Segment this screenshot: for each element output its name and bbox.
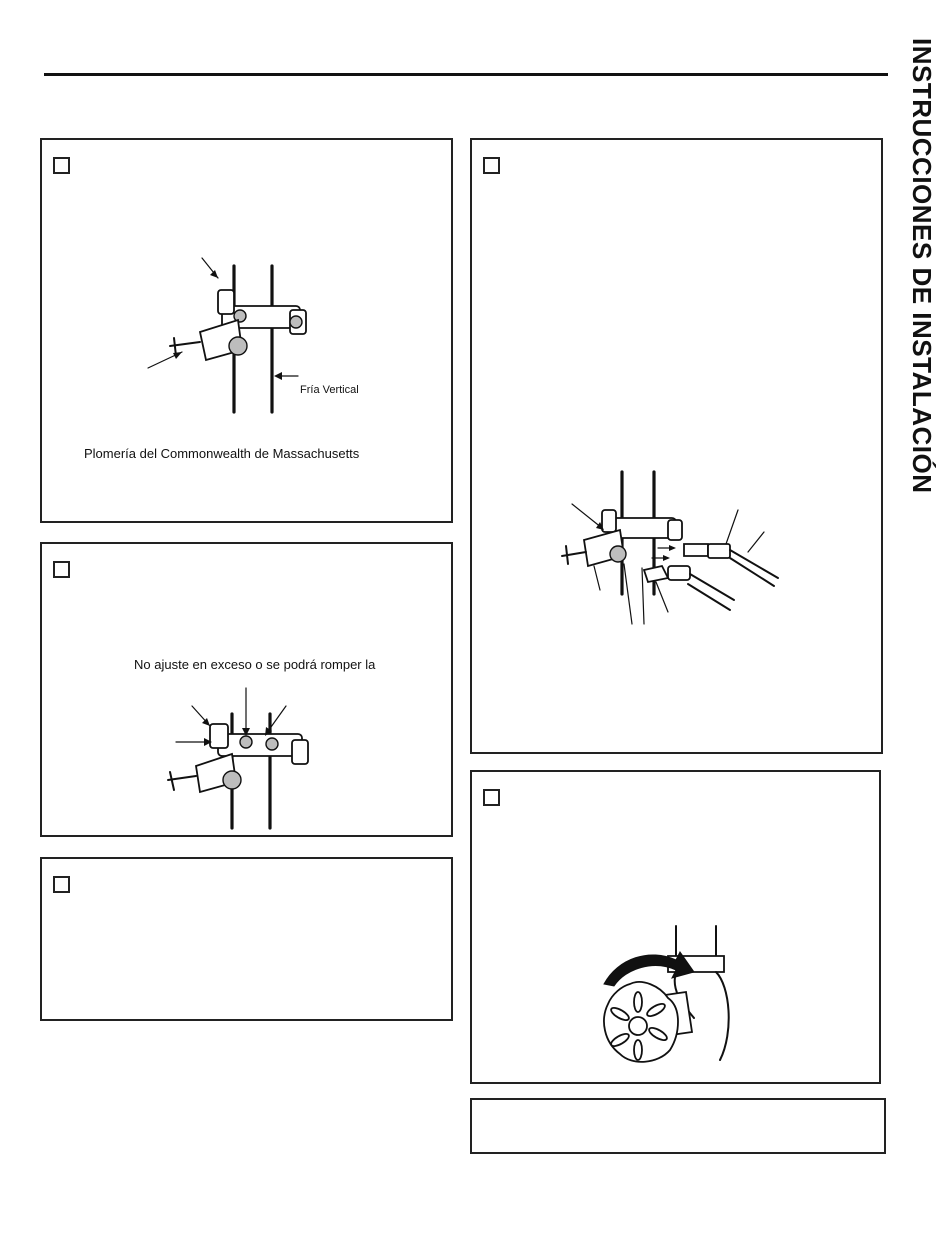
step-checkbox[interactable] [53, 876, 70, 893]
caption-massachusetts: Plomería del Commonwealth de Massachusetts [84, 446, 360, 461]
saddle-valve-tightening-illustration [42, 544, 455, 839]
rotation-arrow-icon [472, 772, 883, 1086]
step-panel-5 [470, 770, 881, 1084]
saddle-valve-illustration [42, 140, 455, 525]
section-side-title: INSTRUCCIONES DE INSTALACIÓN [907, 38, 937, 494]
step-panel-3 [40, 857, 453, 1021]
label-cold-vertical: Fría Vertical [300, 384, 359, 396]
step-panel-4 [470, 138, 883, 754]
step-panel-1 [40, 138, 453, 523]
step-panel-2 [40, 542, 453, 837]
header-rule [44, 73, 888, 76]
saddle-valve-connection-illustration [472, 140, 885, 756]
note-panel [470, 1098, 886, 1154]
caption-overtighten-warning: No ajuste en exceso o se podrá romper la [134, 657, 376, 672]
